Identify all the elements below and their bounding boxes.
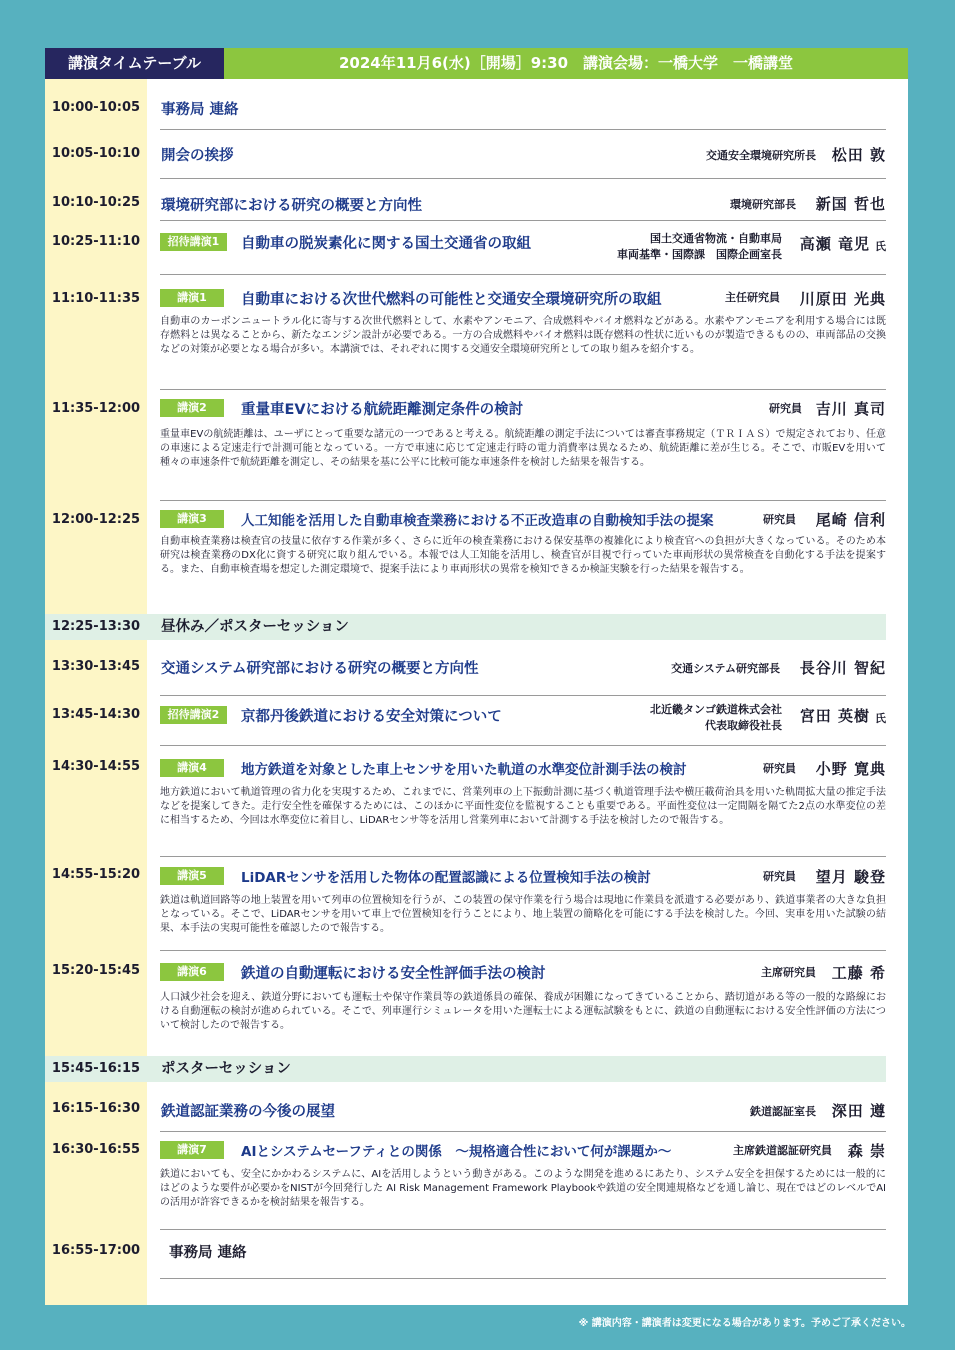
session-time: 13:30-13:45 [51,659,141,674]
session-badge: 講演6 [160,963,224,981]
session-title: LiDARセンサを活用した物体の配置認識による位置検知手法の検討 [241,870,651,886]
session-badge: 講演3 [160,510,224,528]
speaker-name: 新国 哲也 [815,195,886,213]
session-time: 14:30-14:55 [51,759,141,774]
timetable-sheet [45,48,908,1305]
speaker-affiliation: 主席研究員 [761,966,816,979]
session-time: 12:25-13:30 [51,619,141,634]
session-title: 京都丹後鉄道における安全対策について [241,709,502,725]
honorific: 氏 [875,240,886,253]
session-title: 自動車における次世代燃料の可能性と交通安全環境研究所の取組 [241,292,662,308]
session-time: 16:55-17:00 [51,1243,141,1258]
affiliation-line: 国土交通省物流・自動車局 [650,232,782,245]
speaker-name: 小野 寛典 [815,760,886,778]
session-description: 自動車のカーボンニュートラル化に寄与する次世代燃料として、水素やアンモニア、合成燃料やバイオ燃料などがある。水素やアンモニアを利用する場合には既存燃料とは異なることから、新たなエンジン設計が必要である。一方の合成燃料やバイオ燃料は既存燃料の性状に近いものが製造できるものの、車両部品の交換などの対策が必要となる場合が多い。本講演では、それぞれに関する交通安全環境研究所としての取り組みを紹介する。 [160,316,886,355]
affiliation-line: 車両基準・国際課 国際企画室長 [617,248,782,261]
speaker-name: 尾崎 信利 [815,511,886,529]
session-title: 鉄道の自動運転における安全性評価手法の検討 [241,966,546,982]
honorific: 氏 [875,712,886,725]
row-divider [160,950,886,951]
session-title: ポスターセッション [161,1061,291,1077]
speaker-affiliation: 主席鉄道認証研究員 [733,1144,832,1157]
session-title: 事務局 連絡 [169,1245,247,1261]
affiliation-line: 代表取締役社長 [705,719,782,732]
row-divider [160,1229,886,1230]
session-title: 地方鉄道を対象とした車上センサを用いた軌道の水準変位計測手法の検討 [241,762,687,778]
row-divider [160,129,886,130]
session-time: 15:45-16:15 [51,1061,141,1076]
speaker-affiliation: 研究員 [763,870,796,883]
session-badge: 講演4 [160,759,224,777]
session-description: 鉄道は軌道回路等の地上装置を用いて列車の位置検知を行うが、この装置の保守作業を行う場合は現地に作業員を派遣する必要があり、鉄道事業者の大きな負担となっている。そこで、LiDARセンサを用いて車上で位置検知を行うことにより、地上装置の簡略化を可能にする手法を検討した。今回、実車を用いた試験の結果、本手法の実現可能性を確認したので報告する。 [160,895,886,934]
session-time: 16:15-16:30 [51,1101,141,1116]
session-badge: 招待講演1 [160,233,227,251]
session-time: 11:35-12:00 [51,401,141,416]
speaker-affiliation: 交通システム研究部長 [671,662,780,675]
speaker-affiliation: 主任研究員 [725,291,780,304]
row-divider [160,500,886,501]
session-time: 11:10-11:35 [51,291,141,306]
session-title: 開会の挨拶 [161,148,234,164]
speaker-name: 長谷川 智紀 [799,659,886,677]
speaker-name: 宮田 英樹 [799,707,870,725]
session-time: 10:10-10:25 [51,195,141,210]
session-time: 10:00-10:05 [51,100,141,115]
session-badge: 招待講演2 [160,706,227,724]
speaker-affiliation [650,702,782,734]
speaker-affiliation: 環境研究部長 [730,198,796,211]
session-time: 12:00-12:25 [51,512,141,527]
session-title: 自動車の脱炭素化に関する国土交通省の取組 [241,236,531,252]
speaker-affiliation [617,231,782,263]
speaker-affiliation: 鉄道認証室長 [750,1105,816,1118]
session-badge: 講演7 [160,1141,224,1159]
session-title: AIとシステムセーフティとの関係 〜規格適合性において何が課題か〜 [241,1144,672,1160]
row-divider [160,274,886,275]
session-time: 10:25-11:10 [51,234,141,249]
session-title: 事務局 連絡 [161,102,239,118]
row-divider [160,695,886,696]
session-title: 昼休み／ポスターセッション [161,619,349,635]
session-time: 13:45-14:30 [51,707,141,722]
row-divider [160,745,886,746]
speaker-name: 工藤 希 [831,964,886,982]
session-description: 重量車EVの航続距離は、ユーザにとって重要な諸元の一つであると考える。航続距離の測定手法については審査事務規定（ＴＲＩＡＳ）で規定されており、任意の車速による定速走行で計測可能となっている。一方で車速に応じて定速走行時の電力消費率は異なるため、航続距離に差が生じる。そこで、市販EVを用いて種々の車速条件で航続距離を測定し、その結果を基に公平に比較可能な車速条件を検討した結果を報告する。 [160,429,886,468]
speaker-name: 松田 敦 [831,146,886,164]
time-column [45,79,147,1305]
session-title: 重量車EVにおける航続距離測定条件の検討 [241,402,524,418]
timetable-label: 講演タイムテーブル [45,48,224,79]
session-badge: 講演1 [160,289,224,307]
speaker-affiliation: 研究員 [763,513,796,526]
row-divider [160,389,886,390]
speaker-name: 望月 駿登 [815,868,886,886]
speaker-name: 吉川 真司 [815,400,886,418]
speaker-affiliation: 研究員 [769,402,802,415]
session-badge: 講演5 [160,867,224,885]
session-title: 環境研究部における研究の概要と方向性 [161,198,422,214]
speaker-affiliation: 研究員 [763,762,796,775]
session-description: 自動車検査業務は検査官の技量に依存する作業が多く、さらに近年の検査業務における保安基準の複雑化により検査官への負担が大きくなっている。そのため本研究は検査業務のDX化に資する研究に取り組んでいる。本報では人工知能を活用し、検査官が目視で行っていた車両形状の異常検査を自動化する手法を提案する。また、自動車検査場を想定した測定環境で、提案手法により車両形状の異常を検知できるか検証実験を行った結果を報告する。 [160,536,886,575]
session-title: 交通システム研究部における研究の概要と方向性 [161,661,479,677]
footer-note: ※ 講演内容・講演者は変更になる場合があります。予めご了承ください。 [578,1318,911,1329]
speaker-name: 深田 遵 [831,1102,886,1120]
session-description: 地方鉄道において軌道管理の省力化を実現するため、これまでに、営業列車の上下振動計測に基づく軌道管理手法や横圧載荷治具を用いた軌間拡大量の推定手法などを提案してきた。走行安全性を確保するためには、このほかに平面性変位を監視することも重要である。平面性変位は一定間隔を隔てた2点の水準変位の差に相当するため、今回は水準変位に着目し、LiDARセンサ等を活用し営業列車において計測する手法を検討したので報告する。 [160,787,886,826]
speaker-name: 高瀬 竜児 [799,235,870,253]
speaker-name: 森 崇 [847,1142,886,1160]
session-time: 14:55-15:20 [51,867,141,882]
session-badge: 講演2 [160,399,224,417]
speaker-affiliation: 交通安全環境研究所長 [706,149,816,162]
session-description: 人口減少社会を迎え、鉄道分野においても運転士や保守作業員等の鉄道係員の確保、養成が困難になってきていることから、踏切道がある等の一般的な路線における自動運転の検討が進められている。そこで、列車運行シミュレータを用いた運転士による運転試験をもとに、鉄道の自動運転における安全性評価の方法について検討したので報告する。 [160,992,886,1031]
session-time: 16:30-16:55 [51,1142,141,1157]
session-title: 鉄道認証業務の今後の展望 [161,1104,335,1120]
break-band [45,1056,886,1082]
row-divider [160,220,886,221]
speaker-name: 川原田 光典 [799,290,886,308]
break-band [45,614,886,640]
row-divider [160,178,886,179]
session-time: 10:05-10:10 [51,146,141,161]
row-divider [160,1131,886,1132]
session-time: 15:20-15:45 [51,963,141,978]
session-title: 人工知能を活用した自動車検査業務における不正改造車の自動検知手法の提案 [241,513,714,529]
affiliation-line: 北近畿タンゴ鉄道株式会社 [650,703,782,716]
session-description: 鉄道においても、安全にかかわるシステムに、AIを活用しようという動きがある。このような開発を進めるにあたり、システム安全を担保するためには一般的にはどのような要件が必要かをNISTが今回発行した AI Risk Management Framework Playbookや鉄道の安全関連規格などを通し論じ、現在ではどのレベルでAIの活用が許容できるかを検討結果を報告する。 [160,1169,886,1208]
row-divider [160,856,886,857]
row-divider [160,1278,886,1279]
event-info: 2024年11月6(水)［開場］9:30 講演会場：一橋大学 一橋講堂 [224,48,908,79]
